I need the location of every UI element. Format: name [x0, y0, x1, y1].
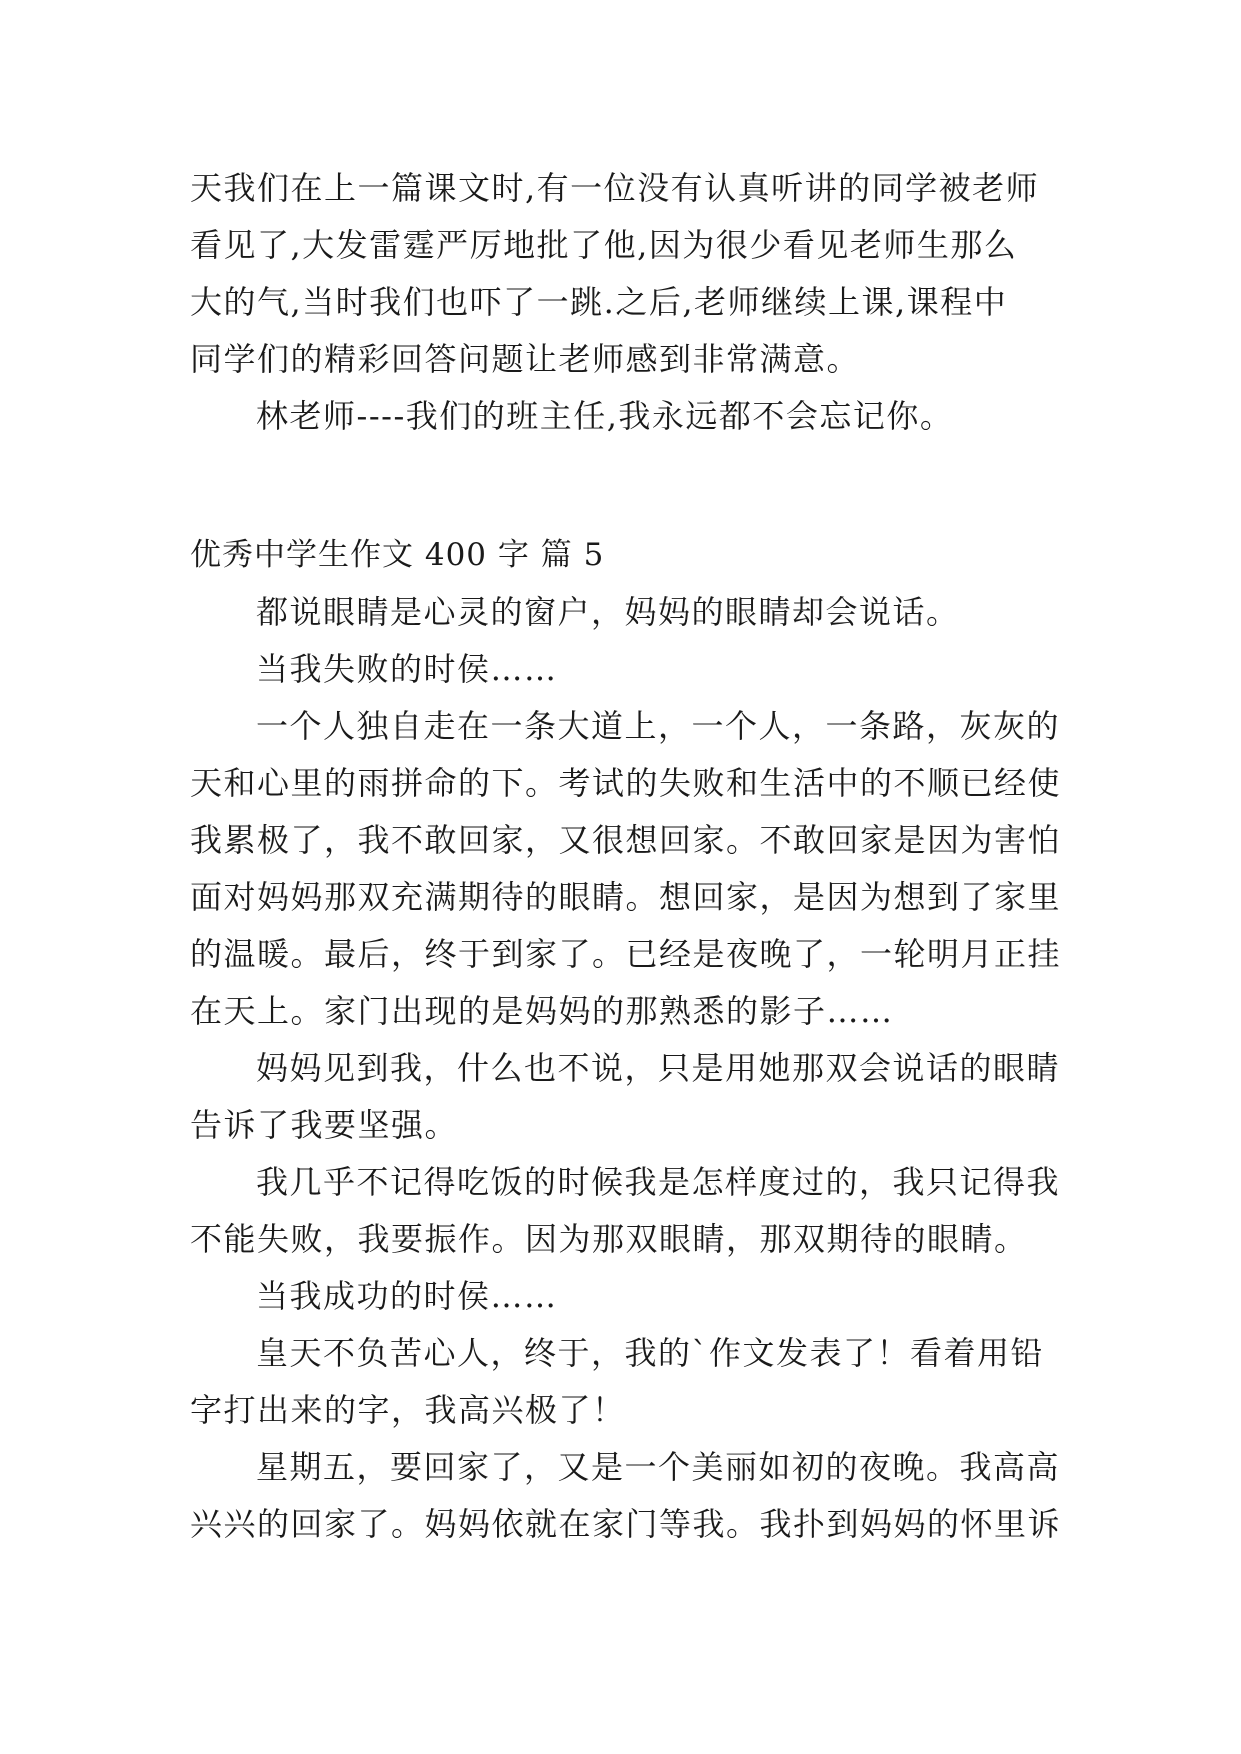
paragraph-line: 的温暖。最后，终于到家了。已经是夜晚了，一轮明月正挂	[190, 935, 1062, 973]
paragraph-line: 告诉了我要坚强。	[190, 1106, 459, 1144]
section-heading: 优秀中学生作文 400 字 篇 5	[190, 537, 605, 573]
paragraph-line: 不能失败，我要振作。因为那双眼睛，那双期待的眼睛。	[190, 1220, 1028, 1258]
paragraph-line: 天和心里的雨拼命的下。考试的失败和生活中的不顺已经使	[190, 764, 1062, 802]
paragraph-line: 妈妈见到我，什么也不说，只是用她那双会说话的眼睛	[256, 1049, 1061, 1087]
closing-line: 林老师----我们的班主任,我永远都不会忘记你。	[256, 397, 954, 435]
paragraph-line: 皇天不负苦心人，终于，我的`作文发表了！看着用铅	[256, 1334, 1045, 1372]
paragraph-line: 当我成功的时侯……	[256, 1277, 558, 1315]
section-gap	[190, 445, 1050, 527]
text-line: 同学们的精彩回答问题让老师感到非常满意。	[190, 340, 861, 378]
paragraph-line: 兴兴的回家了。妈妈依就在家门等我。我扑到妈妈的怀里诉	[190, 1505, 1062, 1543]
paragraph-line: 星期五，要回家了，又是一个美丽如初的夜晚。我高高	[256, 1448, 1061, 1486]
paragraph-line: 在天上。家门出现的是妈妈的那熟悉的影子……	[190, 992, 894, 1030]
paragraph-line: 字打出来的字，我高兴极了！	[190, 1391, 626, 1429]
text-line: 天我们在上一篇课文时,有一位没有认真听讲的同学被老师	[190, 169, 1040, 207]
paragraph-line: 面对妈妈那双充满期待的眼睛。想回家，是因为想到了家里	[190, 878, 1062, 916]
paragraph-line: 当我失败的时侯……	[256, 650, 558, 688]
paragraph-line: 我累极了，我不敢回家，又很想回家。不敢回家是因为害怕	[190, 821, 1062, 859]
paragraph-line: 都说眼睛是心灵的窗户，妈妈的眼睛却会说话。	[256, 593, 960, 631]
paragraph-line: 我几乎不记得吃饭的时候我是怎样度过的，我只记得我	[256, 1163, 1061, 1201]
document-page	[190, 160, 1062, 1553]
text-line: 看见了,大发雷霆严厉地批了他,因为很少看见老师生那么	[190, 226, 1018, 264]
text-line: 大的气,当时我们也吓了一跳.之后,老师继续上课,课程中	[190, 283, 1008, 321]
essay-body	[190, 584, 1062, 1553]
paragraph-line: 一个人独自走在一条大道上，一个人，一条路，灰灰的	[256, 707, 1061, 745]
previous-essay-ending	[190, 160, 1050, 445]
